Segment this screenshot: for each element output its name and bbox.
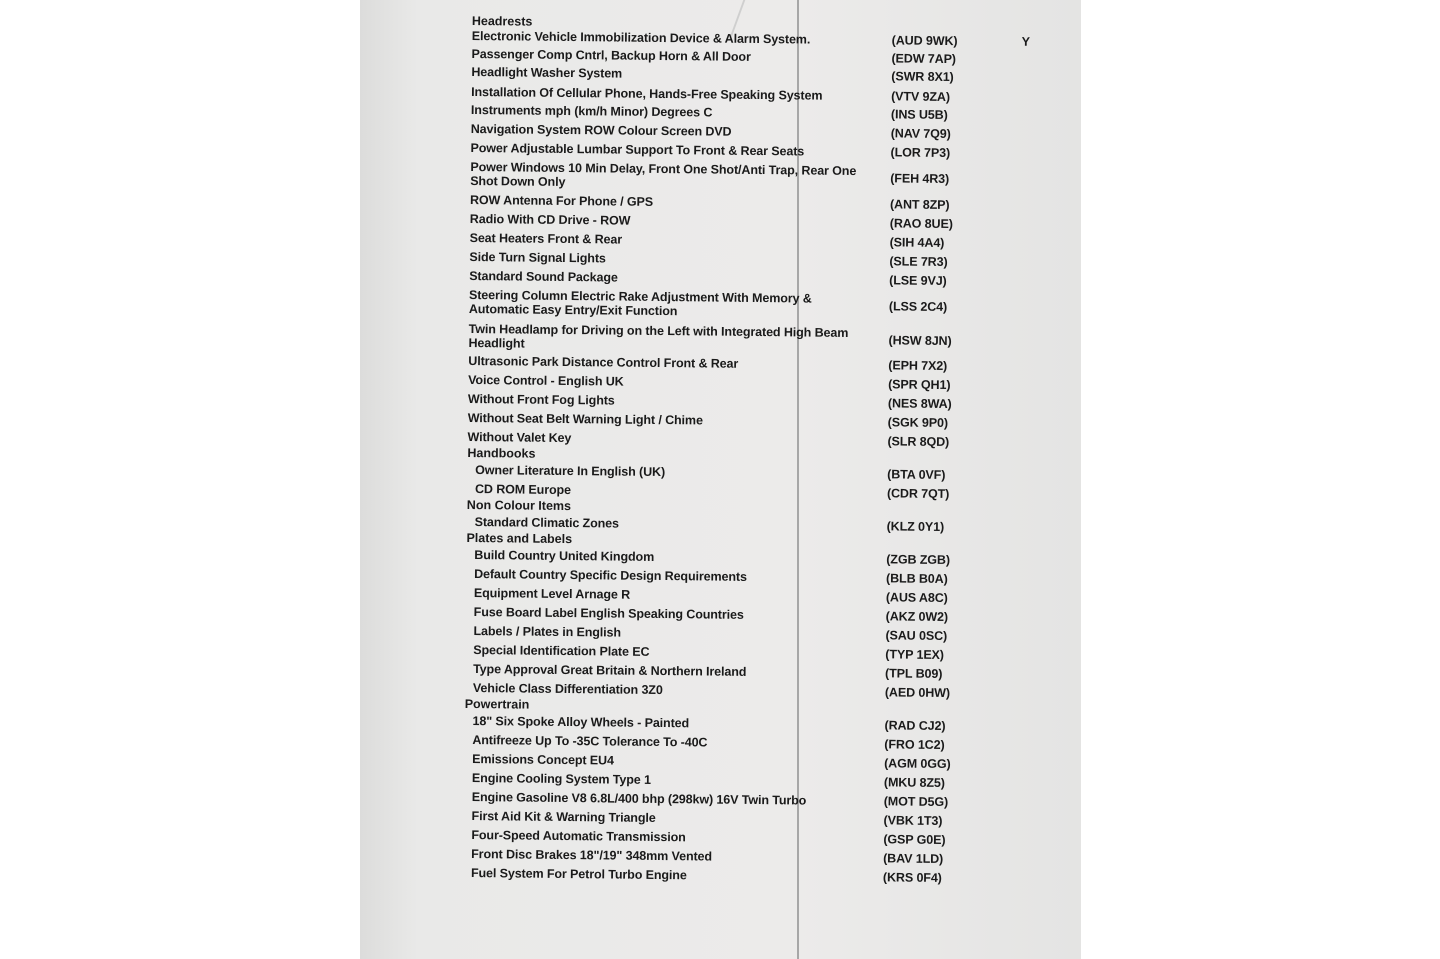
item-label: Default Country Specific Design Requirements (474, 567, 747, 584)
item-label: Vehicle Class Differentiation 3Z0 (472, 681, 663, 698)
list-item (468, 411, 1068, 431)
item-label: Standard Sound Package (469, 268, 618, 285)
item-label: Steering Column Electric Rake Adjustment With Memory & Automatic Easy Entry/Exit Function (468, 287, 812, 319)
list-item (471, 85, 1071, 105)
item-code: (RAD CJ2) (884, 718, 946, 733)
item-code: (LOR 7P3) (890, 145, 951, 161)
item-code: (AED 0HW) (884, 685, 951, 701)
list-item (471, 122, 1071, 142)
item-label: Equipment Level Arnage R (473, 586, 631, 602)
item-code: (SWR 8X1) (891, 69, 954, 85)
item-code: (RAO 8UE) (889, 216, 953, 232)
section-heading: Handbooks (467, 445, 536, 461)
item-label: Headlight Washer System (471, 64, 623, 81)
item-code: (BAV 1LD) (883, 851, 944, 866)
item-code: (LSS 2C4) (888, 299, 948, 314)
list-item (463, 847, 1063, 867)
list-item (471, 47, 1071, 67)
item-label: Fuel System For Petrol Turbo Engine (470, 866, 687, 883)
list-item (464, 809, 1064, 829)
item-label: Front Disc Brakes 18"/19" 348mm Vented (471, 847, 713, 864)
item-label: Engine Gasoline V8 6.8L/400 bhp (298kw) 16V Twin Turbo (471, 790, 807, 808)
item-code: (ZGB ZGB) (886, 552, 951, 568)
list-item (469, 250, 1069, 270)
list-item (466, 567, 1066, 587)
item-label: Engine Cooling System Type 1 (471, 771, 651, 787)
section-heading: Plates and Labels (466, 530, 573, 547)
item-code: (SPR QH1) (888, 377, 951, 393)
item-code: (VBK 1T3) (883, 813, 943, 828)
item-label: Installation Of Cellular Phone, Hands-Free Speaking System (471, 84, 823, 103)
specification-list (463, 12, 1072, 886)
item-label: Four-Speed Automatic Transmission (471, 828, 686, 845)
item-label: Without Seat Belt Warning Light / Chime (467, 410, 703, 428)
item-code: (KLZ 0Y1) (886, 519, 945, 534)
item-label: Without Front Fog Lights (467, 391, 615, 408)
list-item (470, 212, 1070, 232)
item-code: (ANT 8ZP) (889, 197, 950, 213)
list-item (464, 752, 1064, 772)
item-code: (NAV 7Q9) (890, 126, 951, 142)
item-label: ROW Antenna For Phone / GPS (469, 192, 654, 209)
list-item (471, 65, 1071, 85)
item-label: Power Adjustable Lumbar Support To Front & Rear Seats (470, 140, 805, 159)
list-item (471, 141, 1071, 161)
list-item (468, 373, 1068, 393)
item-label: Owner Literature In English (UK) (475, 463, 666, 480)
item-label: Standard Climatic Zones (474, 515, 619, 531)
list-item (470, 193, 1070, 213)
item-code: (AKZ 0W2) (885, 609, 949, 625)
item-code: (SLR 8QD) (887, 434, 950, 450)
item-label: Ultrasonic Park Distance Control Front & Rear (468, 353, 739, 371)
list-item (463, 828, 1063, 848)
list-item (465, 662, 1065, 682)
item-code: (LSE 9VJ) (889, 273, 947, 288)
section-heading: Non Colour Items (466, 497, 572, 514)
list-item (465, 624, 1065, 644)
section-heading: Powertrain (464, 696, 530, 712)
item-code: (AGM 0GG) (884, 756, 951, 772)
item-label: Instruments mph (km/h Minor) Degrees C (470, 102, 713, 120)
item-code: (SLE 7R3) (889, 254, 948, 269)
item-code: (SIH 4A4) (889, 235, 945, 250)
item-code: (BTA 0VF) (887, 467, 946, 482)
item-code: (INS U5B) (890, 107, 948, 122)
item-code: (FEH 4R3) (890, 171, 950, 187)
item-code: (KRS 0F4) (882, 870, 942, 885)
list-item (466, 605, 1066, 625)
list-item (470, 159, 1070, 195)
item-code: (AUS A8C) (885, 590, 948, 606)
section-heading: Headrests (471, 13, 533, 29)
item-code: (MOT D5G) (883, 794, 949, 810)
item-label: Twin Headlamp for Driving on the Left with Integrated High Beam Headlight (468, 321, 849, 351)
item-code: (MKU 8Z5) (883, 775, 945, 790)
item-code: (TPL B09) (885, 666, 943, 681)
item-code: (VTV 9ZA) (891, 89, 951, 105)
item-code: (EPH 7X2) (888, 358, 948, 373)
item-label: Build Country United Kingdom (474, 548, 655, 564)
item-label: Emissions Concept EU4 (472, 752, 614, 768)
item-label: Type Approval Great Britain & Northern Ireland (473, 662, 747, 679)
item-label: Radio With CD Drive - ROW (469, 211, 631, 228)
item-label: Voice Control - English UK (468, 372, 624, 389)
list-item (464, 771, 1064, 791)
item-label: First Aid Kit & Warning Triangle (471, 809, 656, 825)
item-label: CD ROM Europe (474, 482, 572, 498)
item-label: Passenger Comp Cntrl, Backup Horn & All Door (471, 46, 751, 64)
item-label: Electronic Vehicle Immobilization Device & Alarm System. (471, 28, 811, 47)
item-label: Labels / Plates in English (473, 624, 622, 640)
item-code: (FRO 1C2) (884, 737, 945, 752)
item-code: (BLB B0A) (886, 571, 948, 587)
list-item (464, 733, 1064, 753)
item-label: 18" Six Spoke Alloy Wheels - Painted (472, 714, 690, 731)
item-code: (GSP G0E) (883, 832, 946, 848)
list-item (466, 586, 1066, 606)
list-item (471, 103, 1071, 123)
list-item (470, 231, 1070, 251)
item-label: Seat Heaters Front & Rear (469, 230, 623, 247)
list-item (469, 269, 1069, 289)
item-code: (EDW 7AP) (891, 51, 956, 67)
list-item (468, 392, 1068, 412)
item-label: Antifreeze Up To -35C Tolerance To -40C (472, 733, 708, 750)
list-item (464, 790, 1064, 810)
item-code: (CDR 7QT) (886, 486, 950, 502)
item-code: (SGK 9P0) (887, 415, 949, 431)
item-code: (NES 8WA) (887, 396, 952, 412)
item-label: Fuse Board Label English Speaking Countries (473, 605, 744, 622)
list-item (465, 643, 1065, 663)
item-code: (AUD 9WK) (891, 33, 958, 49)
item-label: Special Identification Plate EC (473, 643, 650, 659)
item-label: Navigation System ROW Colour Screen DVD (470, 121, 732, 139)
item-label: Power Windows 10 Min Delay, Front One Shot/Anti Trap, Rear One Shot Down Only (470, 159, 857, 189)
item-label: Side Turn Signal Lights (469, 249, 606, 266)
item-code: (SAU 0SC) (885, 628, 948, 644)
item-code: (TYP 1EX) (885, 647, 944, 662)
item-label: Without Valet Key (467, 429, 572, 446)
item-flag: Y (1021, 34, 1031, 49)
list-item (468, 354, 1068, 374)
item-code: (HSW 8JN) (888, 333, 952, 349)
list-item (469, 287, 1069, 323)
list-item (468, 321, 1068, 357)
